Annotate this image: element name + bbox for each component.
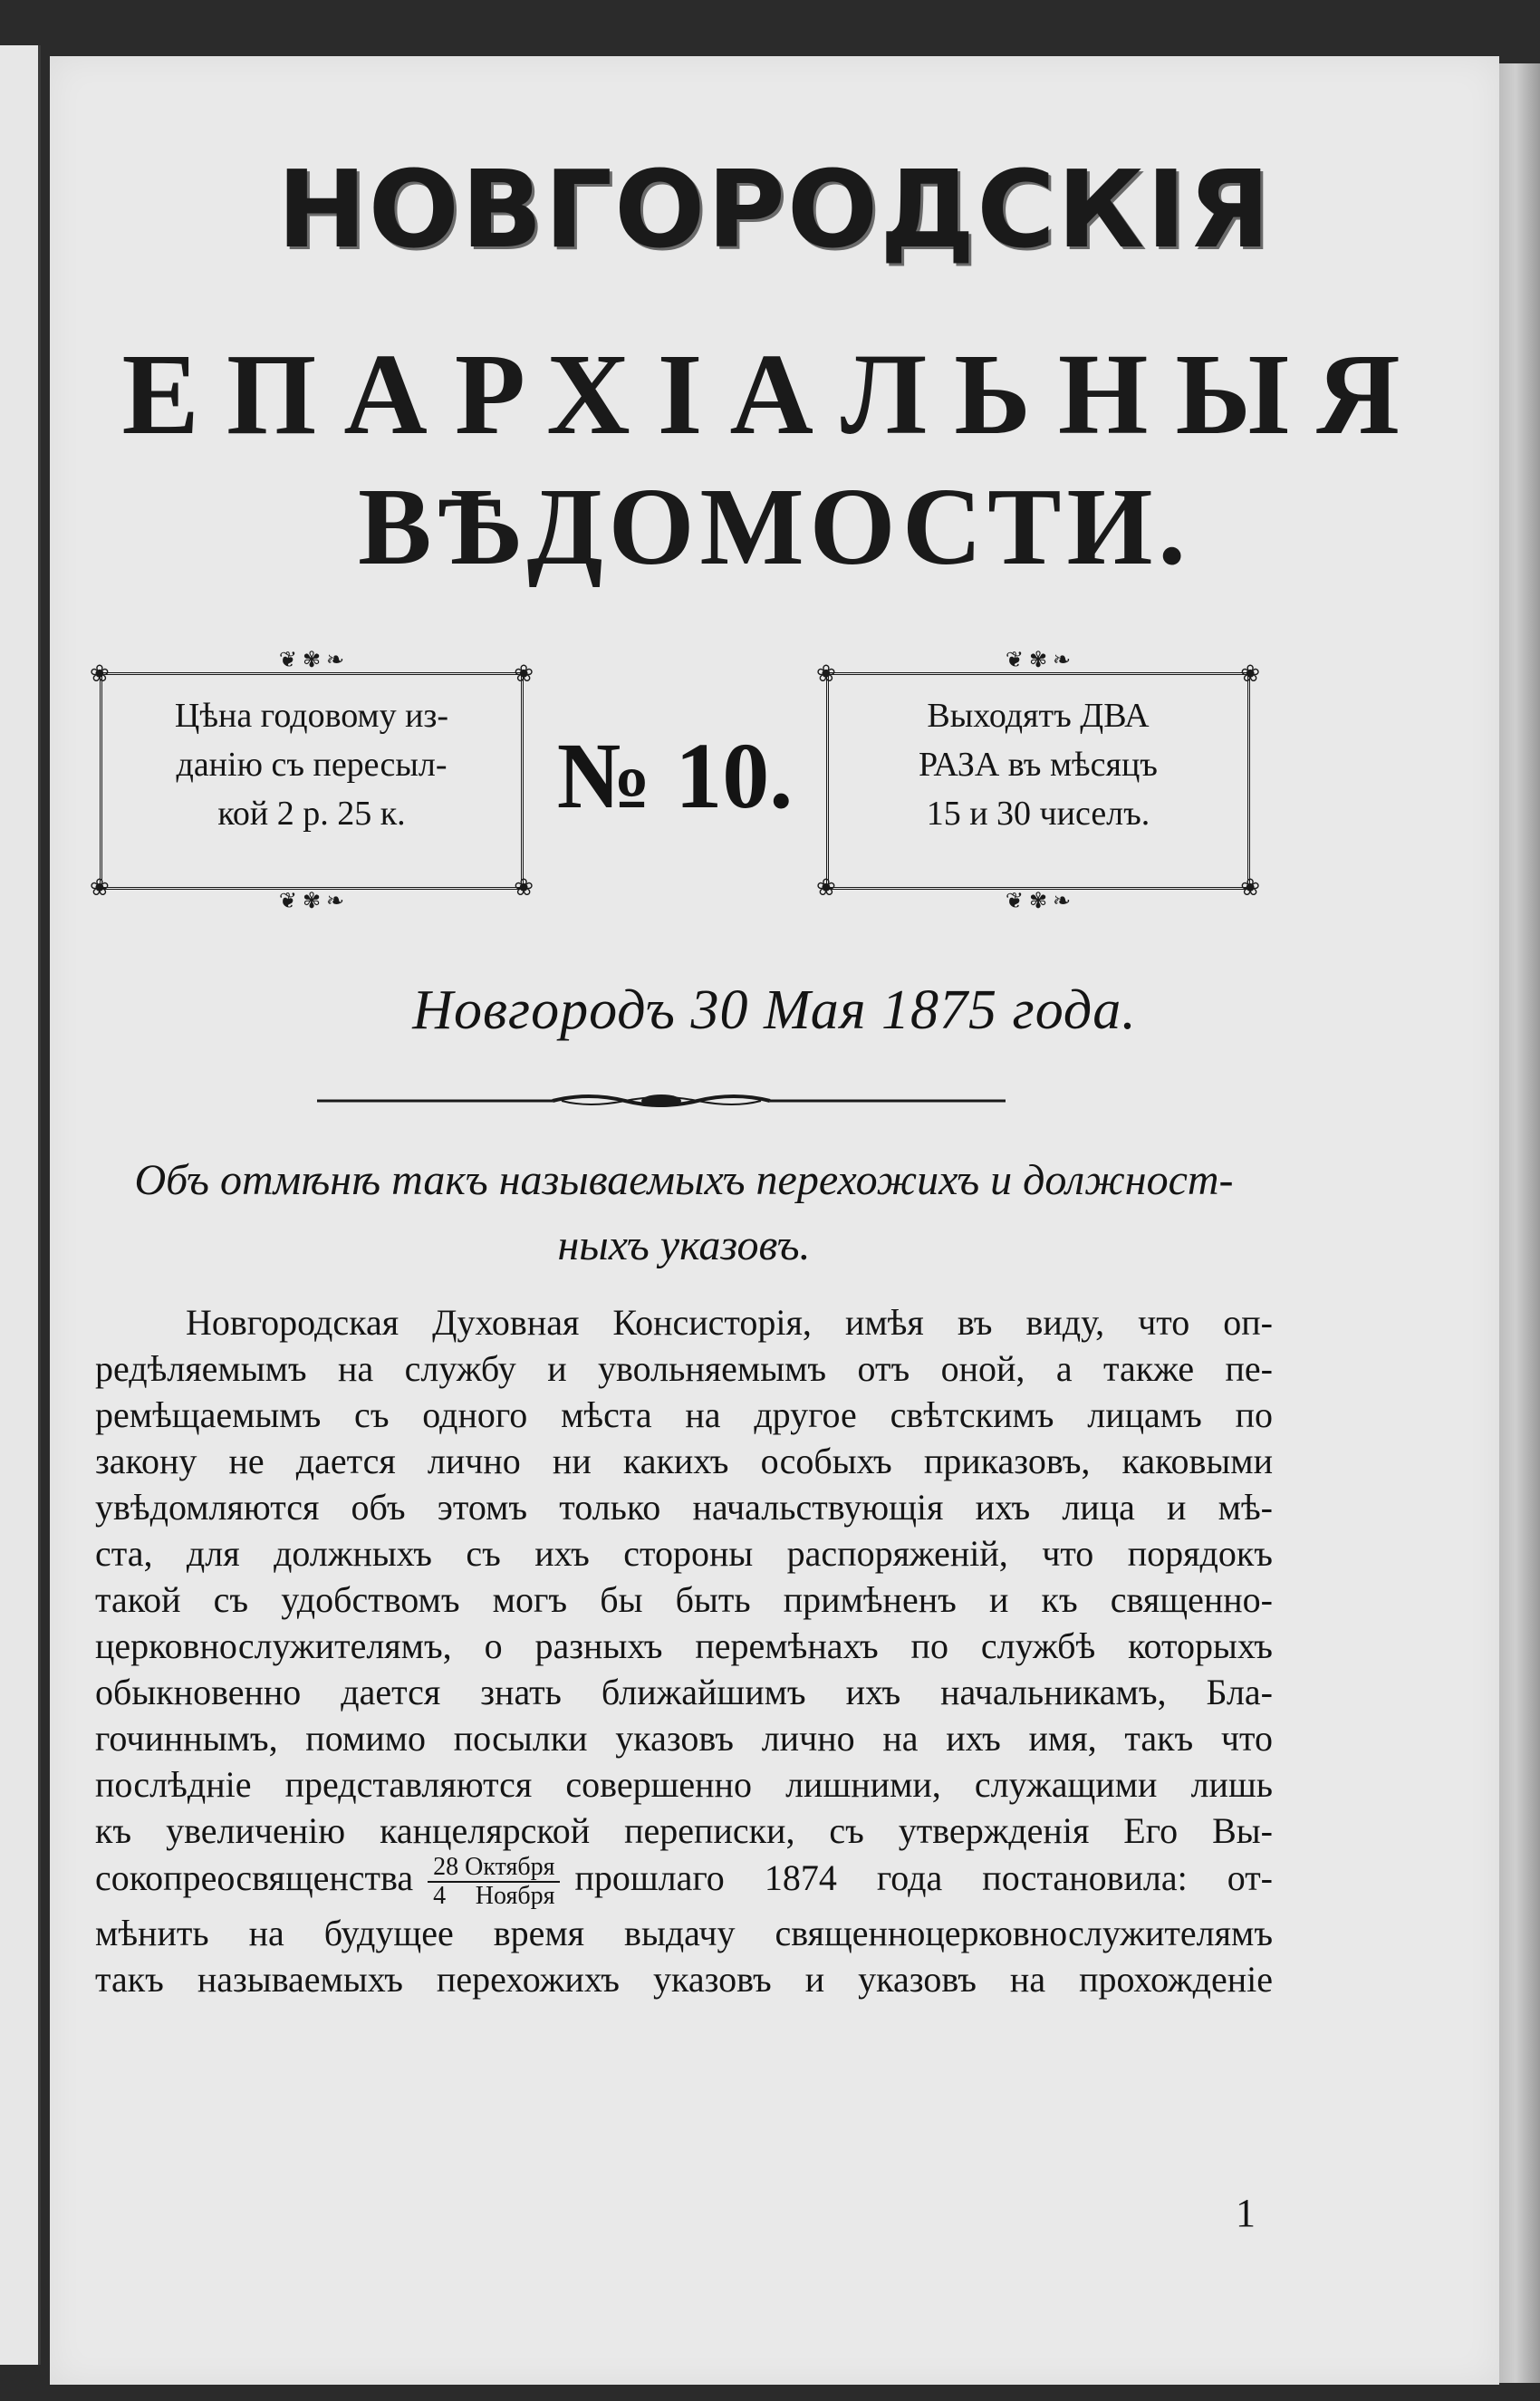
body-line: мѣнить на будущее время выдачу священноцерковнослужителямъ bbox=[95, 1913, 1273, 1953]
body-line: церковнослужителямъ, о разныхъ перемѣнахъ по службѣ которыхъ bbox=[95, 1625, 1273, 1666]
issue-number: № 10. bbox=[556, 724, 794, 828]
newspaper-page bbox=[50, 56, 1499, 2385]
body-text: прошлаго 1874 года постановила: от- bbox=[574, 1857, 1273, 1899]
corner-ornament-icon: ❀ bbox=[1240, 661, 1260, 687]
schedule-box bbox=[816, 649, 1260, 913]
body-line: такъ называемыхъ перехожихъ указовъ и указовъ на прохожденіе bbox=[95, 1959, 1273, 2000]
article-body bbox=[95, 1299, 1273, 2002]
article-heading-line: ныхъ указовъ. bbox=[557, 1221, 811, 1269]
corner-ornament-icon: ❀ bbox=[514, 661, 534, 687]
date-fraction bbox=[428, 1854, 560, 1910]
decorative-rule-icon bbox=[317, 1092, 1006, 1110]
body-line: ремѣщаемымъ съ одного мѣста на другое свѣтскимъ лицамъ по bbox=[95, 1394, 1273, 1435]
schedule-line: Выходятъ ДВА bbox=[927, 697, 1150, 735]
ornament-icon: ❦ ✾ ❧ bbox=[1005, 649, 1072, 672]
body-line: редѣляемымъ на службу и увольняемымъ отъ оной, а также пе- bbox=[95, 1348, 1273, 1389]
body-line: послѣдніе представляются совершенно лишними, служащими лишь bbox=[95, 1764, 1273, 1805]
date-numerator: 28 Октября bbox=[428, 1854, 560, 1883]
adjacent-page-edge bbox=[0, 45, 41, 2365]
body-line: ста, для должныхъ съ ихъ стороны распоряженій, что порядокъ bbox=[95, 1533, 1273, 1574]
corner-ornament-icon: ❀ bbox=[816, 874, 836, 901]
ornament-icon: ❦ ✾ ❧ bbox=[278, 890, 345, 913]
body-text: сокопреосвященства bbox=[95, 1857, 414, 1899]
date-denominator: 4 Ноября bbox=[433, 1882, 555, 1910]
masthead-title-line2: ЕПАРХІАЛЬНЫЯ bbox=[121, 330, 1428, 458]
body-line: такой съ удобствомъ могъ бы быть примѣненъ и къ священно- bbox=[95, 1579, 1273, 1620]
corner-ornament-icon: ❀ bbox=[90, 661, 110, 687]
body-line: обыкновенно дается знать ближайшимъ ихъ начальникамъ, Бла- bbox=[95, 1672, 1273, 1712]
price-line: Цѣна годовому из- bbox=[174, 697, 449, 735]
masthead-title-line3: ВѢДОМОСТИ. bbox=[358, 466, 1191, 588]
corner-ornament-icon: ❀ bbox=[816, 661, 836, 687]
price-box bbox=[90, 649, 534, 913]
ornament-icon: ❦ ✾ ❧ bbox=[278, 649, 345, 672]
body-line: гочиннымъ, помимо посылки указовъ лично на ихъ имя, такъ что bbox=[95, 1718, 1273, 1759]
masthead-title-line1: НОВГОРОДСКІЯ bbox=[276, 147, 1273, 272]
corner-ornament-icon: ❀ bbox=[1240, 874, 1260, 901]
body-line: къ увеличенію канцелярской переписки, съ утвержденія Его Вы- bbox=[95, 1810, 1273, 1851]
corner-ornament-icon: ❀ bbox=[514, 874, 534, 901]
article-heading bbox=[95, 1148, 1273, 1278]
price-line: кой 2 р. 25 к. bbox=[217, 795, 406, 833]
body-line-with-date bbox=[95, 1854, 1273, 1910]
page-number: 1 bbox=[1236, 2191, 1256, 2235]
article-heading-line: Объ отмѣнѣ такъ называемыхъ перехожихъ и должност- bbox=[134, 1156, 1234, 1204]
body-line: увѣдомляются объ этомъ только начальствующія ихъ лица и мѣ- bbox=[95, 1487, 1273, 1528]
body-line: Новгородская Духовная Консисторія, имѣя въ виду, что оп- bbox=[186, 1302, 1273, 1343]
schedule-line: 15 и 30 чиселъ. bbox=[926, 795, 1150, 833]
price-line: данію съ пересыл- bbox=[176, 746, 448, 784]
ornament-icon: ❦ ✾ ❧ bbox=[1005, 890, 1072, 913]
corner-ornament-icon: ❀ bbox=[90, 874, 110, 901]
schedule-line: РАЗА въ мѣсяцъ bbox=[919, 746, 1158, 784]
body-line: закону не дается лично ни какихъ особыхъ приказовъ, каковыми bbox=[95, 1441, 1273, 1481]
dateline: Новгородъ 30 Мая 1875 года. bbox=[412, 979, 1137, 1041]
book-fore-edge bbox=[1499, 63, 1540, 2383]
